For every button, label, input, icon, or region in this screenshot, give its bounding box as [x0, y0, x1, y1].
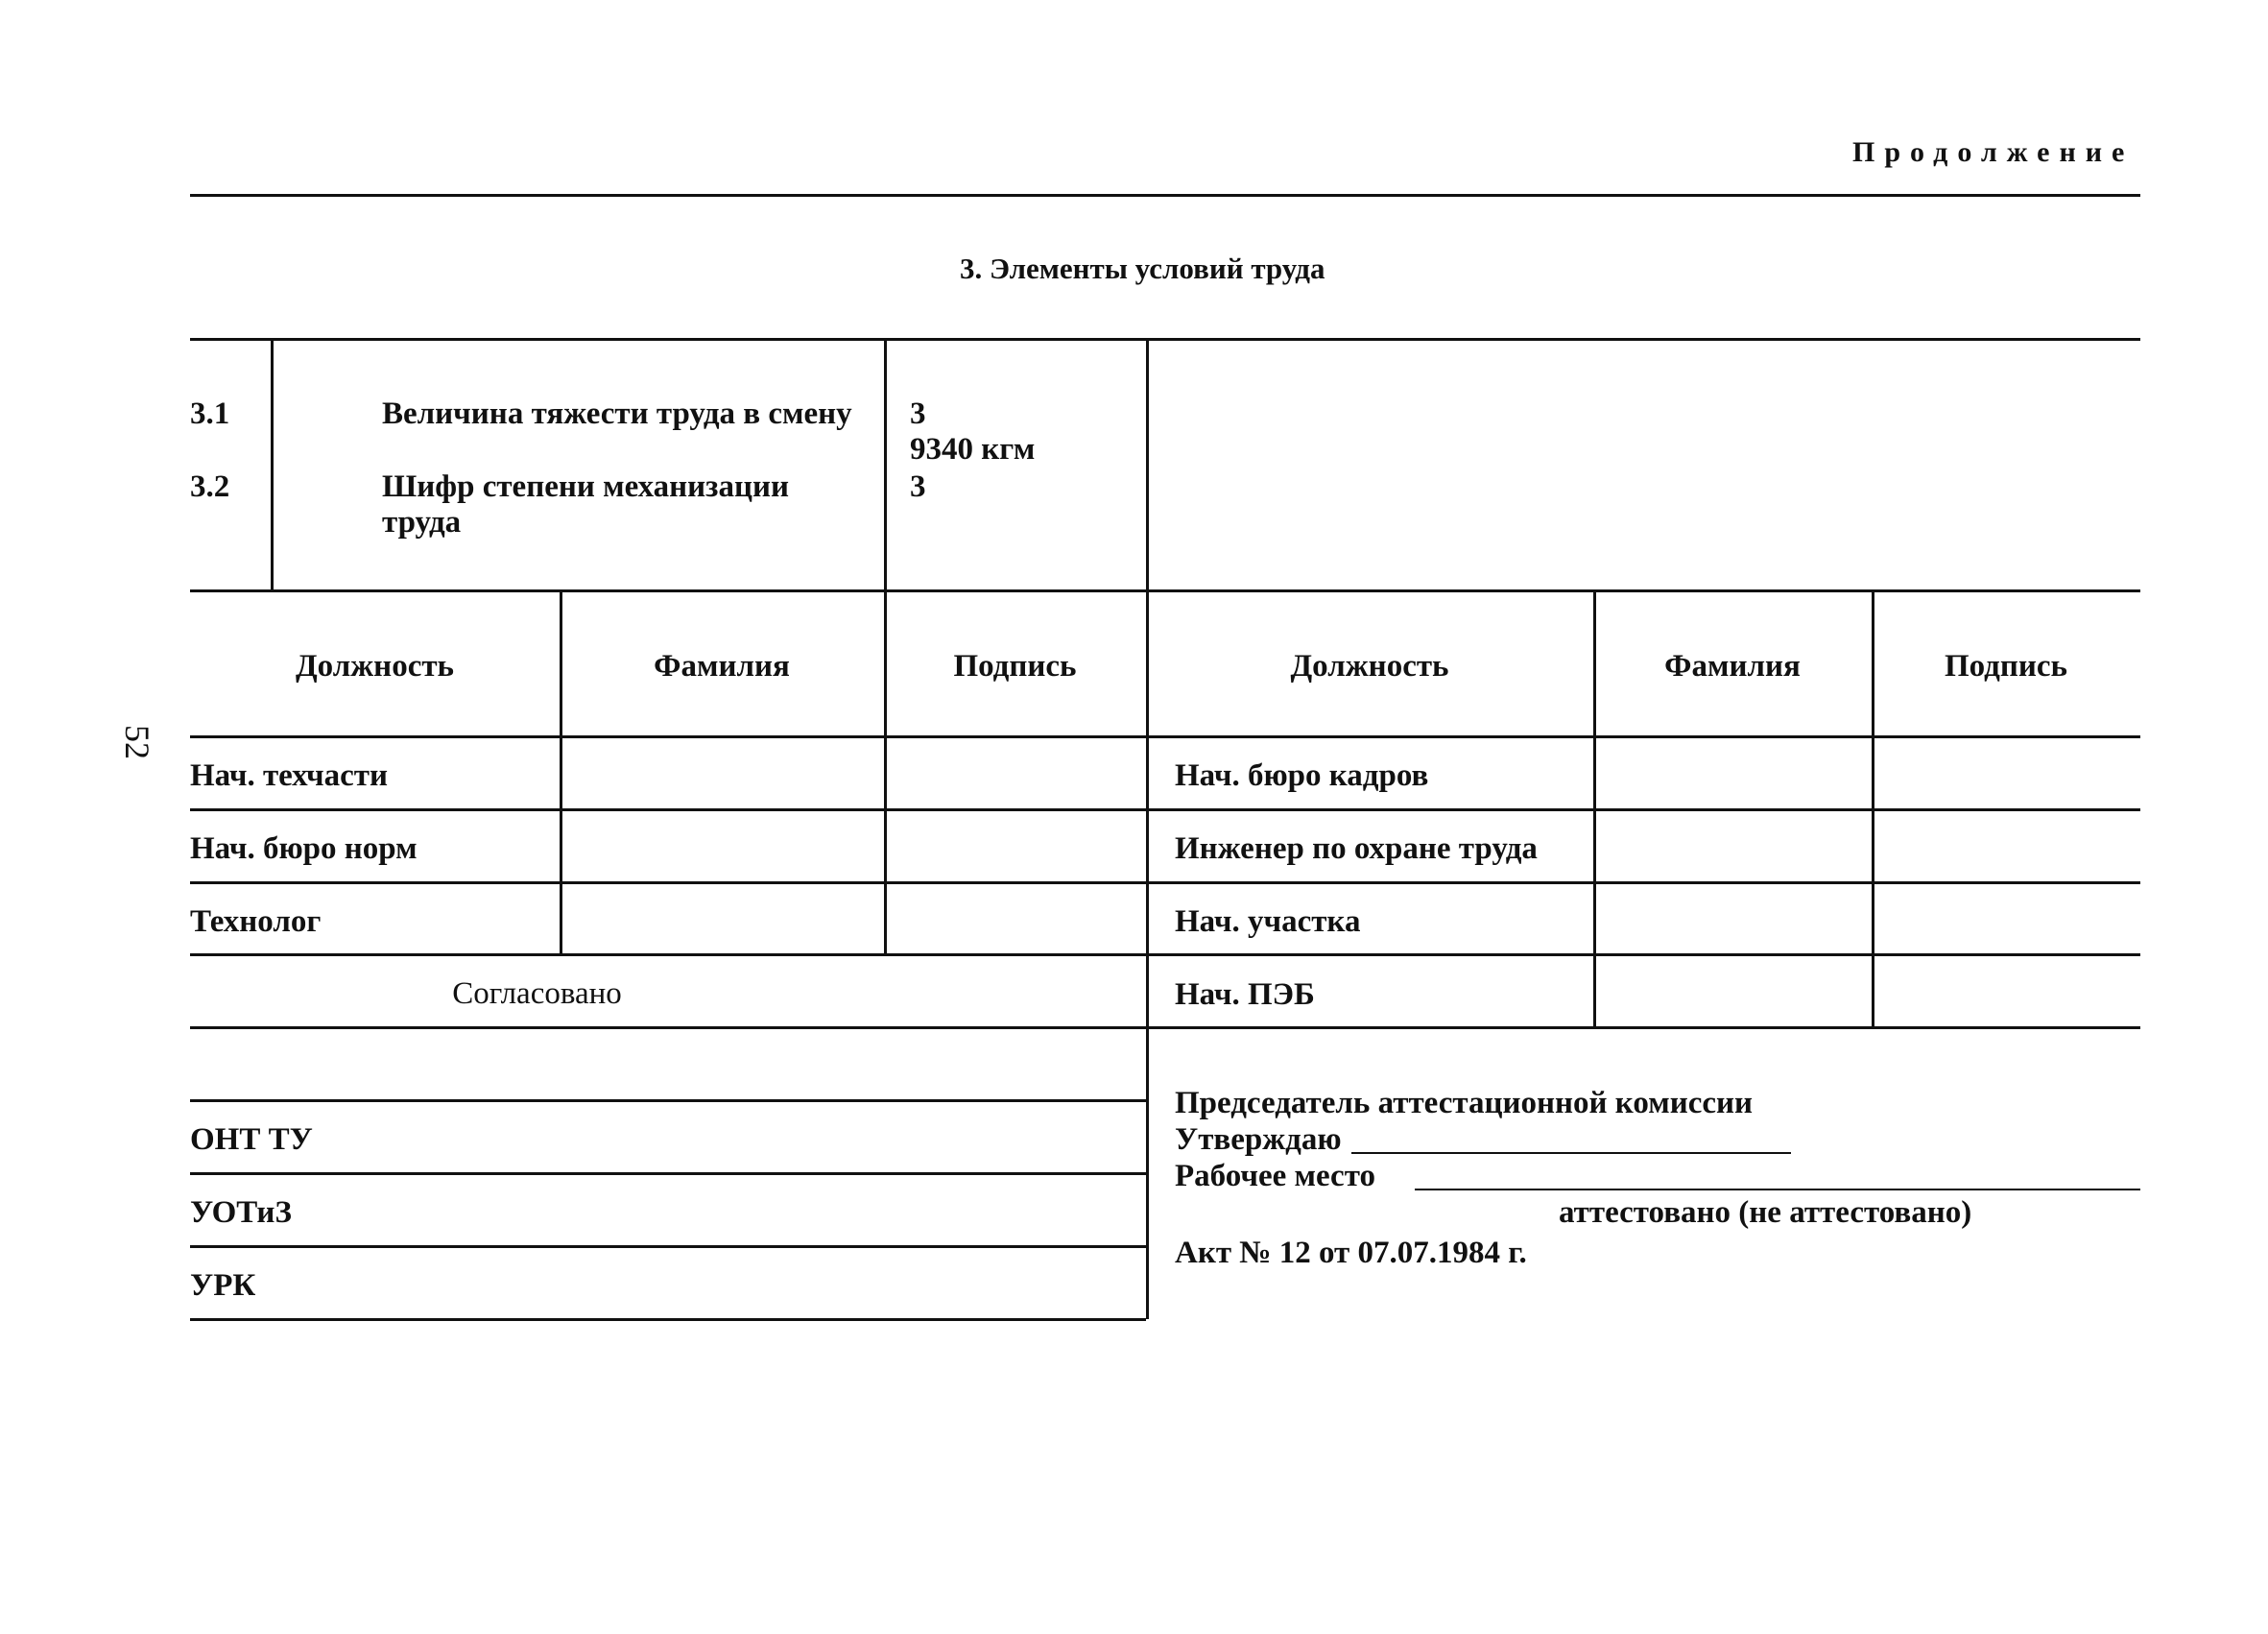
- row-separator: [190, 953, 2140, 956]
- right-position-row: Нач. бюро кадров: [1175, 758, 1429, 793]
- element-value: 3: [910, 469, 926, 504]
- certified-status: аттестовано (не аттестовано): [1559, 1195, 1972, 1230]
- agreement-row: УРК: [190, 1268, 256, 1303]
- agreement-row: УОТиЗ: [190, 1195, 292, 1230]
- element-number: 3.1: [190, 396, 230, 431]
- row-separator: [190, 808, 2140, 811]
- element-label-continuation: труда: [382, 505, 462, 540]
- act-reference: Акт № 12 от 07.07.1984 г.: [1175, 1236, 1527, 1270]
- element-value: 3: [910, 396, 926, 431]
- top-rule: [190, 194, 2140, 197]
- right-position-row: Нач. участка: [1175, 904, 1361, 939]
- left-surname-header: Фамилия: [654, 649, 790, 684]
- elements-table-top-border: [190, 338, 2140, 341]
- row-separator: [190, 881, 2140, 884]
- right-surname-header: Фамилия: [1664, 649, 1801, 684]
- element-label: Шифр степени механизации: [382, 469, 789, 504]
- agreement-row: ОНТ ТУ: [190, 1122, 313, 1157]
- page-number: 52: [118, 725, 156, 759]
- right-position-row: Инженер по охране труда: [1175, 831, 1538, 866]
- elements-col-divider-3: [1146, 338, 1149, 591]
- elements-col-divider-2: [884, 338, 887, 591]
- continuation-label: Продолжение: [1852, 136, 2135, 168]
- right-position-row: Нач. ПЭБ: [1175, 977, 1315, 1012]
- right-position-header: Должность: [1290, 649, 1449, 684]
- left-col-divider-1: [560, 589, 562, 954]
- row-separator: [190, 1026, 2140, 1029]
- agreement-bottom-border: [190, 1318, 1146, 1321]
- left-position-header: Должность: [295, 649, 455, 684]
- row-separator: [190, 735, 2140, 738]
- agreement-row-separator: [190, 1099, 1146, 1102]
- agreement-title: Согласовано: [452, 976, 622, 1011]
- left-signature-header: Подпись: [953, 649, 1077, 684]
- workplace-label: Рабочее место: [1175, 1159, 1375, 1193]
- left-position-row: Нач. бюро норм: [190, 831, 418, 866]
- element-label: Величина тяжести труда в смену: [382, 396, 852, 431]
- approve-blank: [1351, 1152, 1791, 1154]
- elements-col-divider-1: [271, 338, 274, 591]
- left-position-row: Нач. техчасти: [190, 758, 388, 793]
- signatures-table-top-border: [190, 589, 2140, 592]
- approve-label: Утверждаю: [1175, 1122, 1342, 1157]
- left-col-divider-2: [884, 589, 887, 954]
- element-value-detail: 9340 кгм: [910, 432, 1036, 467]
- element-number: 3.2: [190, 469, 230, 504]
- section-title: 3. Элементы условий труда: [960, 252, 1325, 285]
- agreement-row-separator: [190, 1172, 1146, 1175]
- agreement-row-separator: [190, 1245, 1146, 1248]
- right-signature-header: Подпись: [1944, 649, 2068, 684]
- workplace-blank: [1415, 1189, 2140, 1190]
- commission-chairman: Председатель аттестационной комиссии: [1175, 1086, 1754, 1120]
- left-position-row: Технолог: [190, 904, 322, 939]
